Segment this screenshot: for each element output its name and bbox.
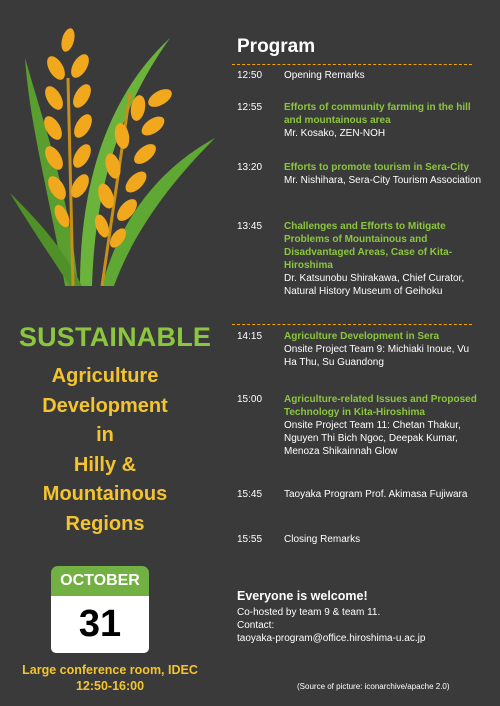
program-time: 12:55 [237, 102, 263, 113]
program-text: Mr. Kosako, ZEN-NOH [284, 128, 386, 139]
program-heading: Program [237, 36, 316, 57]
program-time: 13:45 [237, 221, 263, 232]
program-time: 15:55 [237, 534, 263, 545]
program-time: 15:45 [237, 489, 263, 500]
program-talk-title: Efforts to promote tourism in Sera-City [284, 162, 470, 173]
program-talk-title: Challenges and Efforts to Mitigate Problems of Mountainous and Disadvantaged Areas, Case of Kita-Hiroshima [284, 221, 453, 271]
divider [232, 64, 472, 65]
program-text: Opening Remarks [284, 70, 365, 81]
contact-label: Contact: [237, 620, 275, 631]
program-time: 13:20 [237, 162, 263, 173]
program-text: Dr. Katsunobu Shirakawa, Chief Curator, Natural History Museum of Geihoku [284, 273, 465, 297]
subtitle-line: Regions [65, 512, 145, 535]
program-talk-title: Agriculture-related Issues and Proposed Technology in Kita-Hiroshima [284, 394, 477, 418]
venue-info [10, 662, 210, 694]
welcome-heading: Everyone is welcome! [237, 589, 368, 603]
image-source-credit: (Source of picture: iconarchive/apache 2.0) [297, 682, 450, 691]
program-time: 14:15 [237, 331, 263, 342]
cohost-text: Co-hosted by team 9 & team 11. [237, 607, 381, 618]
calendar-day: 31 [51, 596, 149, 653]
program-text: Taoyaka Program Prof. Akimasa Fujiwara [284, 489, 468, 500]
program-time: 12:50 [237, 70, 263, 81]
divider [232, 324, 472, 325]
contact-info [237, 606, 487, 645]
program-text: Onsite Project Team 11: Chetan Thakur, Nguyen Thi Bich Ngoc, Deepak Kumar, Menoza Shikainnah Glow [284, 420, 461, 457]
subtitle-line: Agriculture [51, 365, 159, 387]
venue-place: Large conference room, IDEC [22, 663, 198, 677]
program-text: Mr. Nishihara, Sera-City Tourism Association [284, 175, 482, 186]
program-talk-title: Agriculture Development in Sera [284, 331, 440, 342]
program-text: Closing Remarks [284, 534, 361, 545]
wheat-icon [10, 18, 220, 286]
subtitle-line: in [96, 424, 114, 446]
event-title-sustainable: SUSTAINABLE [18, 322, 212, 352]
subtitle-line: Mountainous [42, 483, 168, 505]
venue-time: 12:50-16:00 [75, 679, 145, 693]
contact-email[interactable]: taoyaka-program@office.hiroshima-u.ac.jp [237, 633, 426, 644]
subtitle-line: Development [42, 394, 168, 417]
program-talk-title: Efforts of community farming in the hill and mountainous area [284, 102, 471, 126]
program-time: 15:00 [237, 394, 263, 405]
calendar-month: OCTOBER [51, 566, 149, 596]
program-text: Onsite Project Team 9: Michiaki Inoue, Vu Ha Thu, Su Guandong [284, 344, 470, 368]
subtitle-line: Hilly & [73, 453, 137, 476]
event-subtitle [0, 362, 210, 539]
